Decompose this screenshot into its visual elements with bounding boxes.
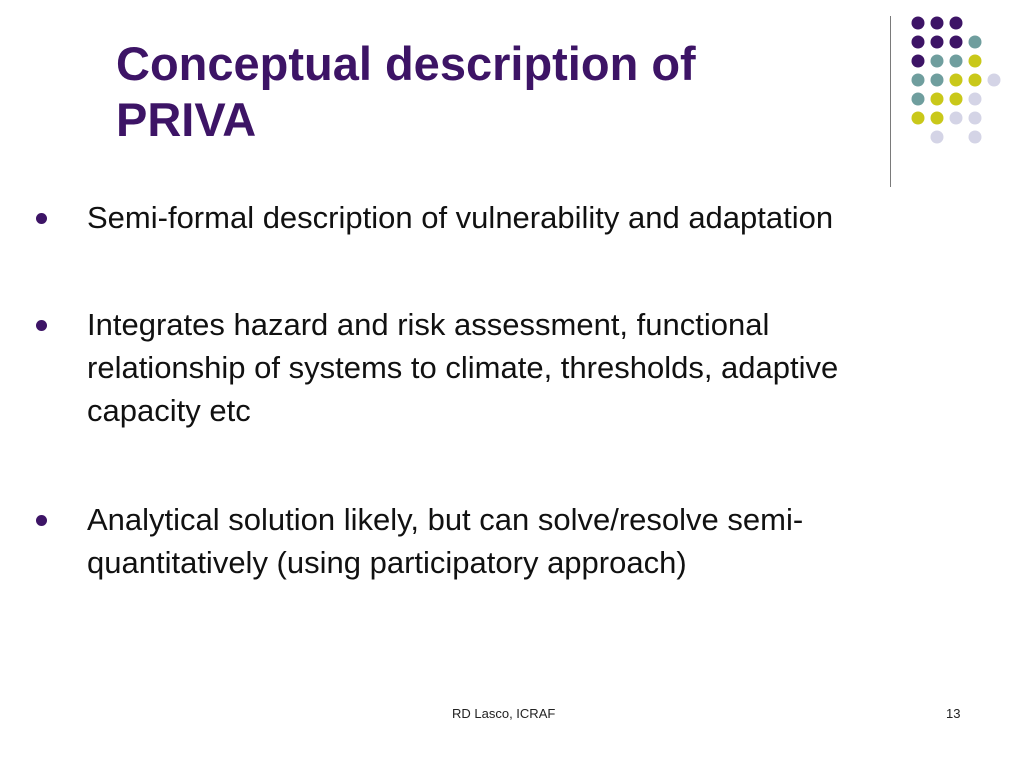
bullet-text-line: capacity etc	[87, 393, 251, 428]
bullet-text	[87, 303, 992, 432]
bullet-text-line: quantitatively (using participatory approach)	[87, 545, 687, 580]
footer-credit: RD Lasco, ICRAF	[452, 706, 556, 721]
slide-title-line-2: PRIVA	[116, 93, 257, 146]
bullet-text-line: Integrates hazard and risk assessment, functional	[87, 307, 770, 342]
bullet-dot-icon	[36, 515, 47, 526]
bullet-text-line: Analytical solution likely, but can solve/resolve semi-	[87, 502, 804, 537]
bullet-dot-icon	[36, 320, 47, 331]
slide-number: 13	[946, 706, 961, 721]
bullet-dot-icon	[36, 213, 47, 224]
slide-title-line-1: Conceptual description of	[116, 37, 696, 90]
bullet-text	[87, 196, 992, 239]
bullet-text	[87, 498, 992, 584]
bullet-text-line: Semi-formal description of vulnerability and adaptation	[87, 200, 834, 235]
bullet-text-line: relationship of systems to climate, thresholds, adaptive	[87, 350, 839, 385]
